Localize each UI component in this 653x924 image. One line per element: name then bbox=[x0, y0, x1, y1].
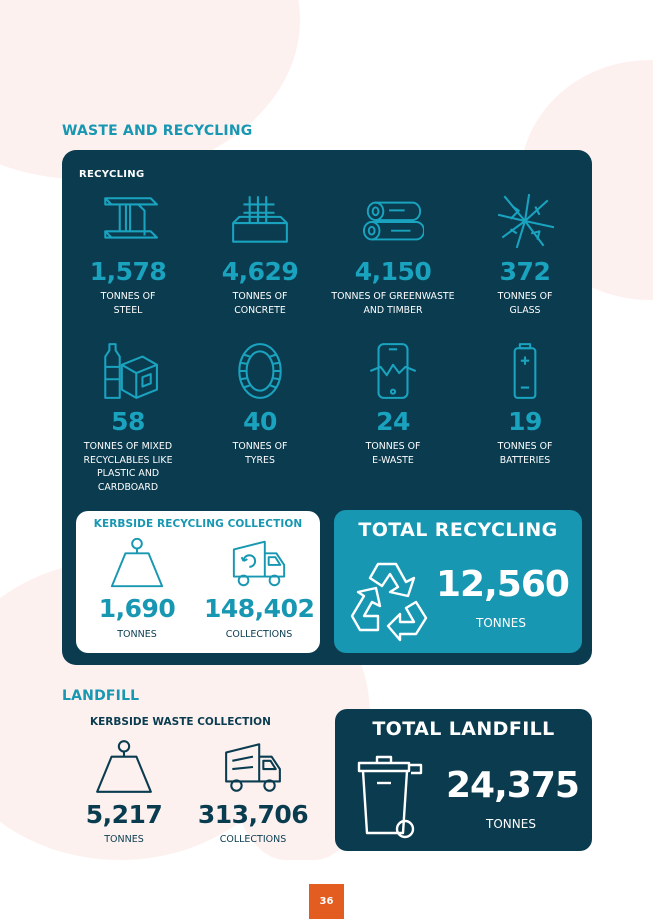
stat-steel bbox=[58, 190, 198, 317]
mixed-value: 58 bbox=[111, 407, 145, 436]
batteries-desc: TONNES OF BATTERIES bbox=[497, 441, 553, 466]
kerbside-recycling-collections-label: COLLECTIONS bbox=[225, 629, 293, 640]
garbage-truck-icon bbox=[193, 738, 313, 800]
kerbside-recycling-title: KERBSIDE RECYCLING COLLECTION bbox=[93, 518, 303, 530]
landfill-tonnes-value: 5,217 bbox=[85, 800, 163, 829]
kerbside-waste-title: KERBSIDE WASTE COLLECTION bbox=[90, 716, 271, 728]
stat-glass bbox=[455, 190, 595, 317]
kerbside-recycling-collections-value: 148,402 bbox=[204, 594, 315, 623]
landfill-collections-label: COLLECTIONS bbox=[219, 834, 287, 845]
bottle-box-icon bbox=[58, 340, 198, 402]
kerbside-recycling-tonnes-label: TONNES bbox=[117, 629, 157, 640]
stat-ewaste bbox=[323, 340, 463, 467]
glass-desc: TONNES OF GLASS bbox=[497, 291, 553, 316]
total-landfill-value: 24,375 bbox=[446, 765, 579, 806]
recycling-truck-icon bbox=[204, 535, 314, 595]
concrete-value: 4,629 bbox=[221, 257, 299, 286]
total-landfill-title: TOTAL LANDFILL bbox=[372, 718, 555, 740]
ewaste-value: 24 bbox=[376, 407, 410, 436]
weight-icon bbox=[64, 738, 184, 800]
mixed-desc: TONNES OF MIXED RECYCLABLES LIKE PLASTIC AND CARDBOARD bbox=[83, 441, 173, 493]
broken-phone-icon bbox=[323, 340, 463, 402]
tyre-icon bbox=[190, 340, 330, 402]
stat-mixed bbox=[58, 340, 198, 494]
landfill-tonnes bbox=[64, 738, 184, 845]
landfill-tonnes-label: TONNES bbox=[104, 834, 144, 845]
total-recycling-box bbox=[334, 510, 582, 653]
recycling-panel bbox=[62, 150, 592, 665]
total-recycling-value: 12,560 bbox=[436, 564, 569, 605]
weight-icon bbox=[82, 535, 192, 595]
kerbside-recycling-box bbox=[76, 511, 320, 653]
recycle-symbol-icon bbox=[344, 556, 434, 642]
stat-concrete bbox=[190, 190, 330, 317]
concrete-block-icon bbox=[190, 190, 330, 252]
stat-batteries bbox=[455, 340, 595, 467]
stat-greenwaste bbox=[323, 190, 463, 317]
tyres-value: 40 bbox=[243, 407, 277, 436]
tyres-desc: TONNES OF TYRES bbox=[232, 441, 288, 466]
steel-value: 1,578 bbox=[89, 257, 167, 286]
recycling-label: RECYCLING bbox=[79, 169, 145, 180]
batteries-value: 19 bbox=[508, 407, 542, 436]
total-recycling-unit: TONNES bbox=[476, 616, 526, 630]
kerbside-recycling-tonnes bbox=[82, 535, 192, 640]
steel-desc: TONNES OF STEEL bbox=[100, 291, 156, 316]
wheelie-bin-icon bbox=[355, 751, 427, 841]
total-landfill-box bbox=[335, 709, 592, 851]
page-number: 36 bbox=[309, 884, 344, 919]
greenwaste-value: 4,150 bbox=[354, 257, 432, 286]
kerbside-recycling-collections bbox=[204, 535, 314, 640]
total-landfill-unit: TONNES bbox=[486, 817, 536, 831]
broken-glass-icon bbox=[455, 190, 595, 252]
battery-icon bbox=[455, 340, 595, 402]
timber-logs-icon bbox=[323, 190, 463, 252]
steel-beam-icon bbox=[58, 190, 198, 252]
ewaste-desc: TONNES OF E-WASTE bbox=[365, 441, 421, 466]
section-title: WASTE AND RECYCLING bbox=[62, 123, 253, 139]
landfill-title: LANDFILL bbox=[62, 688, 140, 704]
glass-value: 372 bbox=[499, 257, 551, 286]
concrete-desc: TONNES OF CONCRETE bbox=[232, 291, 288, 316]
stat-tyres bbox=[190, 340, 330, 467]
total-recycling-title: TOTAL RECYCLING bbox=[358, 519, 558, 541]
greenwaste-desc: TONNES OF GREENWASTE AND TIMBER bbox=[331, 291, 455, 316]
kerbside-recycling-tonnes-value: 1,690 bbox=[98, 594, 176, 623]
landfill-collections-value: 313,706 bbox=[197, 800, 309, 829]
landfill-collections bbox=[193, 738, 313, 845]
